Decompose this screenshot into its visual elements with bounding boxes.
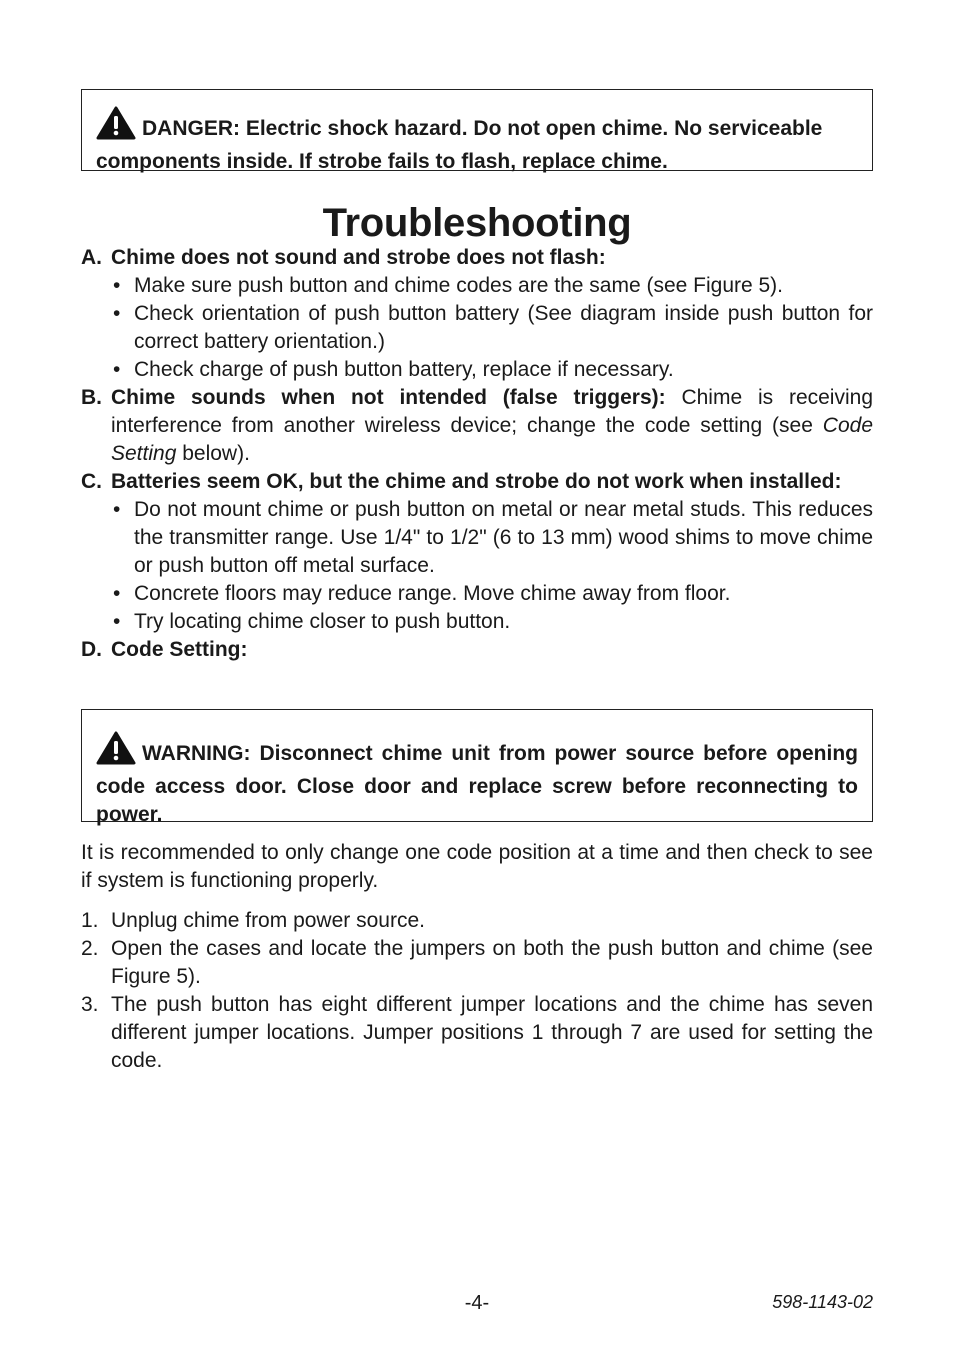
section-b-heading: Chime sounds when not intended (false triggers):: [111, 386, 666, 409]
step-number: 2.: [81, 937, 99, 960]
document-number: 598-1143-02: [772, 1292, 873, 1312]
section-c-label: C.: [81, 470, 102, 493]
bullet-text: Do not mount chime or push button on metal or near metal studs. This reduces the transmitter range. Use 1/4" to 1/2" (6 to 13 mm) wood shims to move chime or push button off metal surface.: [134, 498, 873, 577]
step-item: [81, 991, 873, 1075]
warning-notice: [96, 731, 858, 829]
step-number: 1.: [81, 909, 99, 932]
section-a-bullet: • Make sure push button and chime codes are the same (see Figure 5).: [113, 274, 784, 297]
section-d-label: D.: [81, 638, 102, 661]
section-c-bullet: • Concrete floors may reduce range. Move chime away from floor.: [113, 582, 731, 605]
bullet-text: Make sure push button and chime codes are the same (see Figure 5).: [134, 274, 784, 297]
section-d-heading: Code Setting:: [111, 638, 248, 661]
section-c-heading: Batteries seem OK, but the chime and strobe do not work when installed:: [111, 470, 842, 493]
section-a-bullet: • Check orientation of push button battery (See diagram inside push button for correct battery orientation.): [113, 302, 873, 353]
section-b-emphasis: Code Setting: [111, 414, 873, 465]
section-c-bullet: • Do not mount chime or push button on metal or near metal studs. This reduces the transmitter range. Use 1/4" to 1/2" (6 to 13 mm) wood shims to move chime or push button off metal surface.: [113, 498, 873, 577]
danger-notice: [96, 106, 858, 176]
section-c: [81, 468, 873, 496]
warning-text: WARNING: Disconnect chime unit from power source before opening code access door. Close door and replace screw before reconnecting to power.: [96, 742, 858, 826]
bullet-text: Concrete floors may reduce range. Move chime away from floor.: [134, 582, 731, 605]
section-b-text: Chime is receiving interference from another wireless device; change the code setting (see: [111, 386, 873, 437]
section-a-heading: Chime does not sound and strobe does not flash:: [111, 246, 606, 269]
bullet-text: Check orientation of push button battery (See diagram inside push button for correct battery orientation.): [134, 302, 873, 353]
step-number: 3.: [81, 993, 99, 1016]
danger-text: DANGER: Electric shock hazard. Do not open chime. No serviceable components inside. If strobe fails to flash, replace chime.: [96, 117, 823, 173]
section-d: [81, 636, 873, 664]
warning-triangle-icon: [96, 106, 136, 148]
section-b-text-end: below).: [176, 442, 250, 465]
warning-notice-box: [81, 709, 873, 826]
intro-paragraph: It is recommended to only change one code position at a time and then check to see if system is functioning properly.: [81, 841, 873, 892]
section-a-label: A.: [81, 246, 102, 269]
step-text: The push button has eight different jumper locations and the chime has seven different jumper locations. Jumper positions 1 through 7 are used for setting the code.: [111, 993, 873, 1072]
section-a-bullet: • Check charge of push button battery, replace if necessary.: [113, 358, 674, 381]
section-c-bullet: • Try locating chime closer to push button.: [113, 610, 511, 633]
page-number: -4-: [464, 1292, 490, 1314]
section-b-label: B.: [81, 386, 102, 409]
step-item: [81, 907, 873, 935]
step-text: Unplug chime from power source.: [111, 909, 425, 932]
section-a: [81, 244, 873, 272]
section-b: [81, 384, 873, 468]
page-title: Troubleshooting: [322, 201, 632, 245]
bullet-text: Check charge of push button battery, replace if necessary.: [134, 358, 674, 381]
step-text: Open the cases and locate the jumpers on both the push button and chime (see Figure 5).: [111, 937, 873, 988]
warning-triangle-icon: [96, 731, 136, 773]
bullet-text: Try locating chime closer to push button.: [134, 610, 511, 633]
danger-notice-box: [81, 89, 873, 171]
code-setting-instructions: [81, 839, 873, 1075]
step-item: [81, 935, 873, 991]
troubleshooting-list: [81, 244, 873, 664]
